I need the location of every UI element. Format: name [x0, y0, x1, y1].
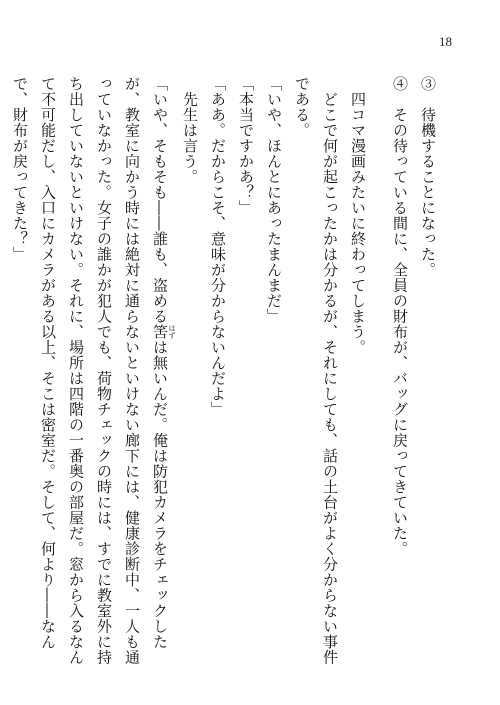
list-item-4: ④ その待っている間に、全員の財布が、バッグに戻ってきていた。	[391, 76, 409, 557]
paragraph-line: どこで何が起こったかは分かるが、それにしても、話の土台がよく分からない事件である。	[293, 76, 339, 665]
list-item-3: ③ 待機することになった。	[419, 76, 437, 278]
vertical-text-body	[11, 76, 442, 666]
dialogue-segment: は無いんだ。俺は防犯カメラをチェックしたが、教室に向かう時には絶対に通らないといけない廊下には、健康診断中、一人も通っていなかった。女子の誰かが犯人でも、荷物チェックの時には、すでに教室外に持ち出していないといけない。それに、場所は四階の一番奥の部屋だ。窓から入るなんて不可能だし、入口にカメラがある以上、そこは密室だ。そして、何より――なんで、財布が戻ってきた？」	[11, 76, 169, 665]
ruby-reading: はず	[168, 324, 176, 340]
dialogue-line: 「本当ですかあ？」	[237, 76, 255, 216]
ruby-annotation	[151, 324, 176, 340]
dialogue-line: 「いや、ほんとにあったまんまだ」	[265, 76, 283, 324]
paragraph-line: 四コマ漫画みたいに終わってしまう。	[349, 76, 367, 355]
ruby-base: 筈	[151, 324, 169, 340]
dialogue-line-with-ruby	[6, 76, 176, 666]
dialogue-segment: 「いや、そもそも――誰も、盗める	[151, 76, 169, 324]
dialogue-line: 「ああ。だからこそ、意味が分からないんだよ」	[209, 76, 227, 417]
dialogue-line	[0, 76, 6, 666]
page-number: 18	[439, 34, 452, 49]
paragraph-line: 先生は言う。	[181, 76, 199, 185]
